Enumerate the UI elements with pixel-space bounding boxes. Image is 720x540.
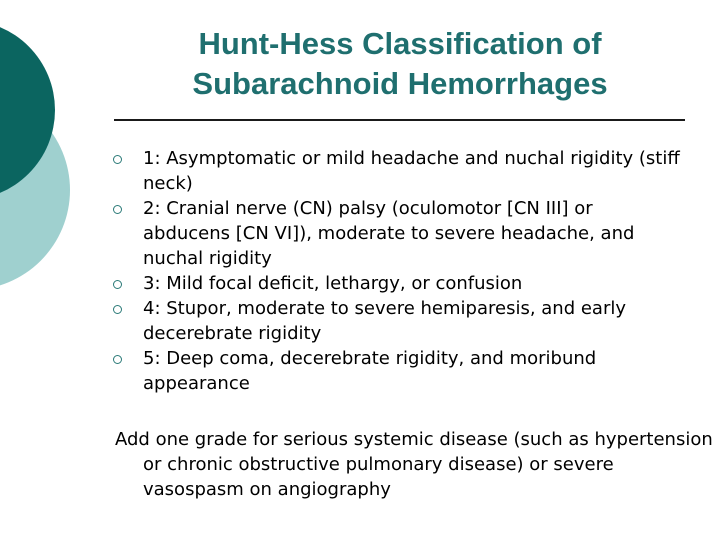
grade-item bbox=[112, 296, 682, 346]
grade-text: 3: Mild focal deficit, lethargy, or confusion bbox=[143, 273, 523, 294]
grade-text: 4: Stupor, moderate to severe hemiparesis, and early decerebrate rigidity bbox=[143, 298, 627, 344]
grade-text: 5: Deep coma, decerebrate rigidity, and moribund appearance bbox=[143, 348, 597, 394]
grade-item bbox=[112, 346, 682, 396]
grade-text: 1: Asymptomatic or mild headache and nuchal rigidity (stiff neck) bbox=[143, 148, 680, 194]
grade-text: 2: Cranial nerve (CN) palsy (oculomotor [CN III] or abducens [CN VI]), moderate to severe headache, and nuchal rigidity bbox=[143, 198, 635, 269]
slide-title bbox=[115, 24, 685, 104]
grade-item bbox=[112, 271, 682, 296]
circle-bullet-icon bbox=[113, 155, 122, 164]
title-line-2: Subarachnoid Hemorrhages bbox=[192, 66, 608, 101]
circle-bullet-icon bbox=[113, 305, 122, 314]
grade-item bbox=[112, 146, 682, 196]
circle-bullet-icon bbox=[113, 205, 122, 214]
title-line-1: Hunt-Hess Classification of bbox=[198, 26, 602, 61]
grade-item bbox=[112, 196, 682, 271]
decorative-circles bbox=[0, 0, 80, 290]
title-divider bbox=[114, 119, 685, 121]
circle-bullet-icon bbox=[113, 280, 122, 289]
grade-adjustment-note: Add one grade for serious systemic disease (such as hypertension or chronic obstructive pulmonary disease) or severe vasospasm on angiography bbox=[115, 429, 713, 500]
circle-bullet-icon bbox=[113, 355, 122, 364]
grade-list bbox=[112, 146, 682, 396]
